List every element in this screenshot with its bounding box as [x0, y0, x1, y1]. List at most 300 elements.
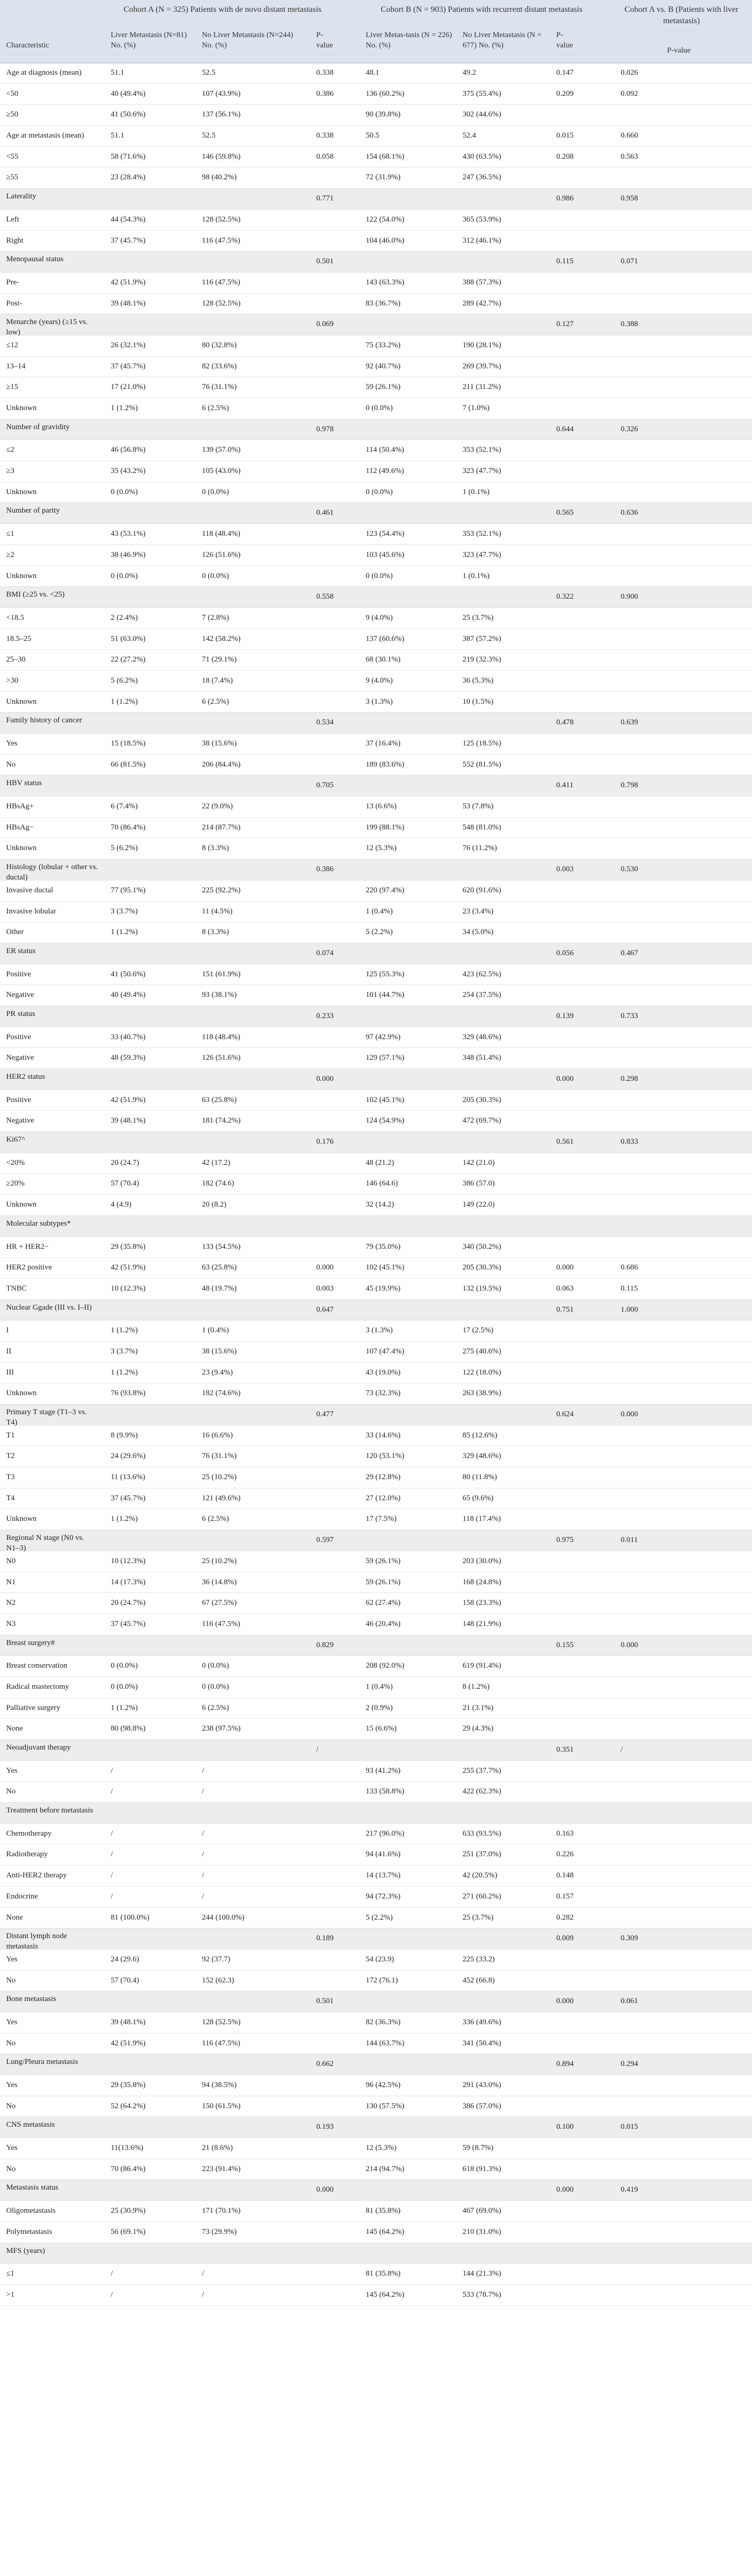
table-cell: 98 (40.2%) [202, 173, 237, 182]
table-row [0, 335, 752, 357]
table-cell: / [202, 1766, 204, 1775]
table-section-row [0, 587, 752, 608]
table-cell: 37 (45.7%) [111, 1619, 146, 1628]
row-label: Histology (lobular + other vs. ductal) [6, 863, 98, 882]
table-cell: 0 (0.0%) [366, 571, 393, 580]
table-cell: 0.209 [556, 89, 574, 98]
row-label: Distant lymph node metastasis [6, 1932, 67, 1951]
row-label: T1 [6, 1431, 15, 1439]
table-cell: 76 (11.2%) [463, 844, 497, 853]
row-label: Radical mastectomy [6, 1682, 70, 1691]
table-cell: / [202, 2269, 204, 2278]
table-cell: 0.894 [556, 2060, 574, 2069]
table-row [0, 1090, 752, 1111]
table-cell: 0.900 [621, 592, 638, 601]
table-cell: 0.000 [621, 1640, 638, 1649]
table-cell: 12 (5.3%) [366, 844, 397, 853]
table-row [0, 1383, 752, 1404]
table-cell: 70 (86.4%) [111, 2164, 146, 2173]
table-cell: 336 (49.6%) [463, 2018, 501, 2026]
row-label: ≥3 [6, 467, 14, 476]
row-label: HBsAg− [6, 823, 34, 832]
table-cell: 172 (76.1) [366, 1976, 398, 1985]
table-cell: 219 (32.3%) [463, 655, 501, 664]
row-label: ≥50 [6, 110, 19, 119]
table-cell: 48 (59.3%) [111, 1054, 146, 1062]
table-cell: 365 (53.9%) [463, 215, 501, 224]
table-cell: 8 (3.3%) [202, 928, 229, 937]
table-cell: 22 (27.2%) [111, 655, 146, 664]
row-label: Breast conservation [6, 1662, 67, 1670]
table-cell: 79 (35.0%) [366, 1242, 401, 1251]
table-cell: 107 (43.9%) [202, 89, 241, 98]
table-row [0, 1111, 752, 1132]
table-row [0, 1971, 752, 1992]
row-label: >1 [6, 2290, 14, 2299]
table-cell: 0 (0.0%) [202, 1662, 229, 1670]
row-label: Chemotherapy [6, 1829, 52, 1838]
table-cell: 289 (42.7%) [463, 299, 501, 308]
table-row [0, 1027, 752, 1048]
row-label: N3 [6, 1619, 16, 1628]
table-row [0, 1342, 752, 1363]
table-row [0, 231, 752, 252]
table-cell: 0.751 [556, 1305, 574, 1314]
row-label: Yes [6, 739, 18, 748]
table-cell: 0.139 [556, 1011, 574, 1020]
table-cell: 0.127 [556, 320, 574, 329]
table-section-row [0, 1300, 752, 1321]
row-label: MFS (years) [6, 2246, 45, 2255]
table-cell: 0.061 [621, 1997, 638, 2006]
table-cell: 348 (51.4%) [463, 1054, 501, 1062]
table-row [0, 818, 752, 839]
table-cell: 51.1 [111, 69, 125, 77]
table-cell: 101 (44.7%) [366, 991, 404, 999]
row-label: Laterality [6, 192, 37, 201]
table-row [0, 1320, 752, 1342]
table-row [0, 524, 752, 545]
table-cell: / [111, 1850, 113, 1859]
table-cell: 387 (57.2%) [463, 634, 501, 643]
table-cell: 35 (43.2%) [111, 467, 146, 476]
table-cell: 81 (35.8%) [366, 2269, 401, 2278]
table-cell: 0.467 [621, 948, 638, 957]
row-label: None [6, 1913, 23, 1922]
row-label: N1 [6, 1578, 16, 1586]
table-cell: 0.322 [556, 592, 574, 601]
table-row [0, 2033, 752, 2055]
table-cell: 199 (88.1%) [366, 823, 404, 832]
table-cell: 189 (83.6%) [366, 760, 404, 769]
row-label: HER2 positive [6, 1263, 52, 1272]
table-row [0, 147, 752, 168]
table-cell: 32 (14.2) [366, 1200, 394, 1209]
table-cell: 25 (30.9%) [111, 2207, 146, 2215]
table-cell: / [111, 1787, 113, 1796]
table-cell: 12 (5.3%) [366, 2144, 397, 2153]
row-label: III [6, 1368, 14, 1377]
table-section-row [0, 251, 752, 273]
row-label: Age at metastasis (mean) [6, 131, 84, 140]
table-cell: 0 (0.0%) [111, 487, 138, 496]
table-cell: 0.163 [556, 1829, 574, 1838]
table-cell: 254 (37.5%) [463, 991, 501, 999]
table-cell: 80 (98.8%) [111, 1724, 146, 1733]
table-cell: 0.189 [316, 1934, 334, 1943]
table-cell: 103 (45.6%) [366, 550, 404, 559]
table-cell: 57 (70.4) [111, 1976, 139, 1985]
table-cell: 452 (66.8) [463, 1976, 495, 1985]
table-cell: 1 (1.2%) [111, 1326, 138, 1335]
row-label: 18.5–25 [6, 634, 31, 643]
table-cell: 0 (0.0%) [111, 1662, 138, 1670]
table-cell: 1 (1.2%) [111, 928, 138, 937]
table-cell: 1 (0.4%) [202, 1326, 229, 1335]
table-cell: 59 (26.1%) [366, 1578, 401, 1586]
header-cohort-a: Cohort A (N = 325) Patients with de novo distant metastasis [123, 5, 322, 14]
table-cell: 0.565 [556, 509, 574, 517]
table-cell: 0.003 [316, 1284, 334, 1293]
table-cell: 0.069 [316, 320, 334, 329]
table-cell: 46 (20.4%) [366, 1619, 401, 1628]
table-cell: 33 (40.7%) [111, 1032, 146, 1041]
row-label: Positive [6, 1095, 31, 1104]
row-label: Number of parity [6, 506, 60, 515]
table-cell: 49.2 [463, 69, 476, 77]
table-cell: 0.647 [316, 1305, 334, 1314]
table-cell: 146 (59.8%) [202, 152, 241, 161]
row-label: ≤12 [6, 341, 19, 349]
table-cell: 223 (91.4%) [202, 2164, 241, 2173]
table-cell: 341 (50.4%) [463, 2039, 501, 2047]
row-label: Polymetastasis [6, 2227, 53, 2236]
table-cell: 0.309 [621, 1934, 638, 1943]
table-row [0, 1153, 752, 1174]
table-cell: 0.986 [556, 194, 574, 203]
table-row [0, 734, 752, 755]
table-section-row [0, 1530, 752, 1551]
table-cell: 0.478 [556, 718, 574, 727]
row-label: Positive [6, 970, 31, 978]
table-cell: 15 (18.5%) [111, 739, 146, 748]
table-cell: / [111, 1871, 113, 1880]
table-cell: 17 (21.0%) [111, 383, 146, 392]
table-cell: 137 (60.6%) [366, 634, 404, 643]
table-cell: 0.058 [316, 152, 334, 161]
table-cell: 33 (14.6%) [366, 1431, 401, 1439]
table-cell: 0.056 [556, 948, 574, 957]
row-label: Age at diagnosis (mean) [6, 69, 82, 77]
table-row [0, 126, 752, 147]
table-cell: 81 (35.8%) [366, 2207, 401, 2215]
table-cell: 0.636 [621, 509, 638, 517]
table-section-row [0, 1740, 752, 1761]
table-cell: 171 (70.1%) [202, 2207, 241, 2215]
table-cell: 0.026 [621, 69, 638, 77]
table-cell: 126 (51.6%) [202, 550, 241, 559]
table-cell: 46 (56.8%) [111, 446, 146, 454]
table-row [0, 105, 752, 126]
table-row [0, 1174, 752, 1195]
table-cell: 93 (38.1%) [202, 991, 237, 999]
header-b-noliver: No Liver Metastasis (N = 677) No. (%) [463, 31, 542, 50]
table-cell: 43 (53.1%) [111, 530, 146, 538]
table-cell: 133 (54.5%) [202, 1242, 241, 1251]
table-cell: 76 (31.1%) [202, 383, 237, 392]
table-cell: 18 (7.4%) [202, 676, 233, 685]
table-row [0, 1048, 752, 1069]
table-cell: 13 (6.6%) [366, 802, 397, 811]
table-row [0, 210, 752, 231]
table-row [0, 1258, 752, 1279]
table-cell: 150 (61.5%) [202, 2102, 241, 2110]
table-cell: 93 (41.2%) [366, 1766, 401, 1775]
row-label: Breast surgery# [6, 1638, 55, 1647]
table-cell: 42 (20.5%) [463, 1871, 498, 1880]
table-row [0, 2285, 752, 2306]
table-cell: / [202, 1850, 204, 1859]
row-label: Family history of cancer [6, 716, 82, 725]
table-cell: 63 (25.8%) [202, 1263, 237, 1272]
table-cell: 386 (57.0) [463, 1179, 495, 1188]
table-cell: 0.798 [621, 781, 638, 790]
table-cell: 0.501 [316, 257, 334, 266]
table-cell: 353 (52.1%) [463, 530, 501, 538]
table-cell: 353 (52.1%) [463, 446, 501, 454]
table-row [0, 440, 752, 461]
table-cell: 52.5 [202, 131, 216, 140]
table-row [0, 1887, 752, 1908]
row-label: Negative [6, 1116, 35, 1125]
row-label: ≤2 [6, 446, 14, 454]
table-cell: 255 (37.7%) [463, 1766, 501, 1775]
table-cell: 144 (21.3%) [463, 2269, 501, 2278]
table-cell: 0.501 [316, 1997, 334, 2006]
table-cell: 0.644 [556, 425, 574, 433]
table-cell: 132 (19.5%) [463, 1284, 501, 1293]
table-cell: / [111, 1892, 113, 1901]
table-section-row [0, 1132, 752, 1153]
table-cell: 43 (19.0%) [366, 1368, 401, 1377]
table-row [0, 84, 752, 105]
table-cell: 0.011 [621, 1536, 638, 1545]
table-cell: 329 (48.6%) [463, 1452, 501, 1461]
table-row [0, 2222, 752, 2243]
table-section-row [0, 943, 752, 964]
table-cell: 82 (36.3%) [366, 2018, 401, 2026]
table-cell: 73 (32.3%) [366, 1389, 401, 1398]
table-section-row [0, 2117, 752, 2138]
table-section-row [0, 1803, 752, 1824]
table-cell: 217 (96.0%) [366, 1829, 404, 1838]
table-cell: 0.386 [316, 89, 334, 98]
table-cell: 118 (48.4%) [202, 530, 241, 538]
table-cell: 0.411 [556, 781, 574, 790]
row-label: Treatment before metastasis [6, 1806, 93, 1815]
row-label: HBV status [6, 779, 42, 788]
table-cell: / [111, 1766, 113, 1775]
table-cell: 45 (19.9%) [366, 1284, 401, 1293]
table-section-row [0, 2180, 752, 2201]
table-cell: 90 (39.8%) [366, 110, 401, 119]
table-cell: 1 (1.2%) [111, 404, 138, 412]
row-label: Negative [6, 991, 35, 999]
table-cell: 26 (32.1%) [111, 341, 146, 349]
table-header [0, 0, 752, 63]
table-cell: 123 (54.4%) [366, 530, 404, 538]
table-cell: 1 (1.2%) [111, 1368, 138, 1377]
row-label: Bone metastasis [6, 1995, 57, 2004]
table-row [0, 2201, 752, 2222]
table-cell: 0.597 [316, 1536, 334, 1545]
table-cell: 0 (0.0%) [202, 571, 229, 580]
table-cell: 94 (72.3%) [366, 1892, 401, 1901]
table-cell: 142 (21.0) [463, 1158, 495, 1167]
table-row [0, 1195, 752, 1216]
table-cell: 0.660 [621, 131, 638, 140]
row-label: Molecular subtypes* [6, 1219, 71, 1228]
table-cell: 0.000 [316, 2185, 334, 2194]
row-label: None [6, 1724, 23, 1733]
table-cell: 104 (46.0%) [366, 236, 404, 245]
table-cell: 0 (0.0%) [111, 571, 138, 580]
table-cell: 92 (37.7) [202, 1955, 230, 1963]
table-cell: 36 (14.8%) [202, 1578, 237, 1586]
table-cell: 38 (15.6%) [202, 739, 237, 748]
row-label: <50 [6, 89, 19, 98]
row-label: Unknown [6, 1389, 37, 1398]
table-cell: 14 (17.3%) [111, 1578, 146, 1586]
table-cell: 10 (1.5%) [463, 697, 493, 706]
table-cell: 0.000 [556, 1263, 574, 1272]
table-row [0, 692, 752, 713]
row-label: Left [6, 215, 19, 224]
table-cell: 37 (45.7%) [111, 236, 146, 245]
row-label: No [6, 2164, 16, 2173]
row-label: Unknown [6, 697, 37, 706]
table-cell: 0.733 [621, 1011, 638, 1020]
table-cell: 9 (4.0%) [366, 676, 393, 685]
table-cell: 329 (48.6%) [463, 1032, 501, 1041]
table-cell: 0.419 [621, 2185, 638, 2194]
table-cell: 21 (8.6%) [202, 2144, 233, 2153]
table-cell: 51.1 [111, 131, 125, 140]
table-cell: 0.326 [621, 425, 638, 433]
table-cell: 58 (71.6%) [111, 152, 146, 161]
table-cell: 67 (27.5%) [202, 1599, 237, 1607]
table-cell: 128 (52.5%) [202, 215, 241, 224]
table-cell: 81 (100.0%) [111, 1913, 149, 1922]
table-cell: 80 (32.8%) [202, 341, 237, 349]
row-label: Other [6, 928, 24, 937]
table-cell: 0.000 [621, 1410, 638, 1418]
table-cell: 0.461 [316, 509, 334, 517]
table-cell: 1 (1.2%) [111, 1703, 138, 1712]
table-cell: 238 (97.5%) [202, 1724, 241, 1733]
table-cell: 14 (13.7%) [366, 1871, 401, 1880]
table-cell: 107 (47.4%) [366, 1347, 404, 1355]
table-cell: 51 (63.0%) [111, 634, 146, 643]
table-cell: 158 (23.3%) [463, 1599, 501, 1607]
table-cell: 0.530 [621, 865, 638, 874]
table-cell: 0.833 [621, 1138, 638, 1146]
table-cell: 548 (81.0%) [463, 823, 501, 832]
table-cell: / [111, 2290, 113, 2299]
table-cell: 247 (36.5%) [463, 173, 501, 182]
table-row [0, 398, 752, 419]
table-cell: 205 (30.3%) [463, 1095, 501, 1104]
table-cell: 211 (31.2%) [463, 383, 501, 392]
table-cell: 23 (3.4%) [463, 907, 493, 916]
table-cell: 149 (22.0) [463, 1200, 495, 1209]
table-cell: 15 (6.6%) [366, 1724, 397, 1733]
table-cell: 3 (1.3%) [366, 1326, 393, 1335]
table-cell: 50.5 [366, 131, 380, 140]
row-label: II [6, 1347, 11, 1355]
table-row [0, 985, 752, 1006]
table-cell: 206 (84.4%) [202, 760, 241, 769]
table-cell: 44 (54.3%) [111, 215, 146, 224]
row-label: Regional N stage (N0 vs. N1–3) [6, 1534, 84, 1552]
table-row [0, 1908, 752, 1929]
table-cell: 1 (1.2%) [111, 697, 138, 706]
table-cell: 38 (15.6%) [202, 1347, 237, 1355]
table-row [0, 838, 752, 859]
row-label: Unknown [6, 404, 37, 412]
table-cell: 122 (18.0%) [463, 1368, 501, 1377]
table-cell: 48 (19.7%) [202, 1284, 237, 1293]
table-cell: 42 (51.9%) [111, 278, 146, 286]
table-row [0, 482, 752, 503]
table-cell: / [202, 1787, 204, 1796]
table-cell: 29 (12.8%) [366, 1473, 401, 1482]
row-label: N0 [6, 1556, 16, 1565]
table-cell: 0.100 [556, 2123, 574, 2131]
table-row [0, 377, 752, 398]
table-cell: 126 (51.6%) [202, 1054, 241, 1062]
table-cell: 145 (64.2%) [366, 2290, 404, 2299]
table-cell: 205 (30.3%) [463, 1263, 501, 1272]
table-section-row [0, 2054, 752, 2075]
table-cell: 94 (38.5%) [202, 2081, 237, 2089]
table-cell: 375 (55.4%) [463, 89, 501, 98]
table-row [0, 357, 752, 378]
table-cell: 633 (93.5%) [463, 1829, 501, 1838]
row-label: No [6, 2039, 16, 2047]
table-cell: 20 (24.7) [111, 1158, 139, 1167]
table-cell: 340 (50.2%) [463, 1242, 501, 1251]
table-cell: / [202, 2290, 204, 2299]
row-label: ≥55 [6, 173, 19, 182]
table-cell: 27 (12.0%) [366, 1494, 401, 1502]
table-cell: 323 (47.7%) [463, 467, 501, 476]
table-cell: 16 (6.6%) [202, 1431, 233, 1439]
table-cell: 10 (12.3%) [111, 1284, 146, 1293]
table-cell: 37 (16.4%) [366, 739, 401, 748]
row-label: CNS metastasis [6, 2121, 55, 2129]
table-cell: 3 (1.3%) [366, 697, 393, 706]
table-cell: 0.115 [621, 1284, 638, 1293]
table-cell: 8 (1.2%) [463, 1682, 490, 1691]
table-cell: 37 (45.7%) [111, 362, 146, 370]
table-cell: 6 (2.5%) [202, 1703, 229, 1712]
table-cell: 291 (43.0%) [463, 2081, 501, 2089]
row-label: Unknown [6, 1515, 37, 1523]
table-cell: 1.000 [621, 1305, 638, 1314]
table-cell: 8 (3.3%) [202, 844, 229, 853]
row-label: T4 [6, 1494, 15, 1502]
